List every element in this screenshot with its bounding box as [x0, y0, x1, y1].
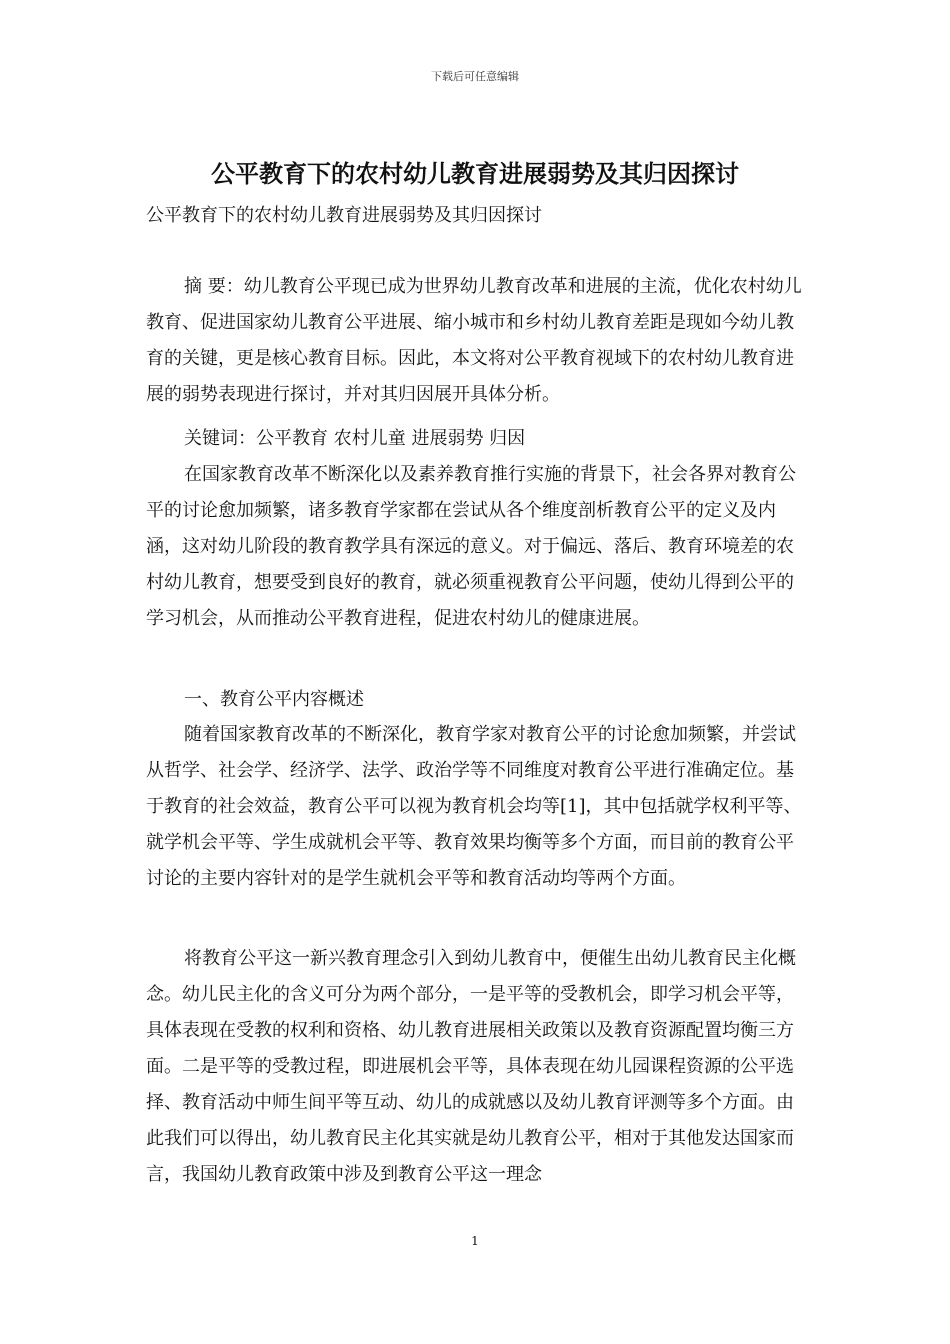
body-paragraph-2: 随着国家教育改革的不断深化，教育学家对教育公平的讨论愈加频繁，并尝试从哲学、社会学、经济学、法学、政治学等不同维度对教育公平进行准确定位。基于教育的社会效益，教育公平可以视为教育机会均等[1]，其中包括就学权利平等、就学机会平等、学生成就机会平等、教育效果均衡等多个方面，而目前的教育公平讨论的主要内容针对的是学生就机会平等和教育活动均等两个方面。	[146, 724, 802, 889]
page-number: 1	[471, 1234, 479, 1248]
body-paragraph-3: 将教育公平这一新兴教育理念引入到幼儿教育中，便催生出幼儿教育民主化概念。幼儿民主化的含义可分为两个部分，一是平等的受教机会，即学习机会平等，具体表现在受教的权利和资格、幼儿教育进展相关政策以及教育资源配置均衡三方面。二是平等的受教过程，即进展机会平等，具体表现在幼儿园课程资源的公平选择、教育活动中师生间平等互动、幼儿的成就感以及幼儿教育评测等多个方面。由此我们可以得出，幼儿教育民主化其实就是幼儿教育公平，相对于其他发达国家而言，我国幼儿教育政策中涉及到教育公平这一理念	[146, 948, 796, 1185]
intro-paragraph: 在国家教育改革不断深化以及素养教育推行实施的背景下，社会各界对教育公平的讨论愈加频繁，诸多教育学家都在尝试从各个维度剖析教育公平的定义及内涵，这对幼儿阶段的教育教学具有深远的意义。对于偏远、落后、教育环境差的农村幼儿教育，想要受到良好的教育，就必须重视教育公平问题，使幼儿得到公平的学习机会，从而推动公平教育进程，促进农村幼儿的健康进展。	[146, 464, 796, 629]
document-title: 公平教育下的农村幼儿教育进展弱势及其归因探讨	[211, 159, 739, 188]
section-heading-1: 一、教育公平内容概述	[184, 689, 364, 710]
keywords-line: 关键词：公平教育 农村儿童 进展弱势 归因	[184, 428, 526, 449]
header-note: 下载后可任意编辑	[431, 70, 519, 83]
abstract-paragraph: 摘 要：幼儿教育公平现已成为世界幼儿教育改革和进展的主流，优化农村幼儿教育、促进国家幼儿教育公平进展、缩小城市和乡村幼儿教育差距是现如今幼儿教育的关键，更是核心教育目标。因此，本文将对公平教育视域下的农村幼儿教育进展的弱势表现进行探讨，并对其归因展开具体分析。	[146, 276, 802, 405]
document-subtitle: 公平教育下的农村幼儿教育进展弱势及其归因探讨	[146, 205, 542, 226]
